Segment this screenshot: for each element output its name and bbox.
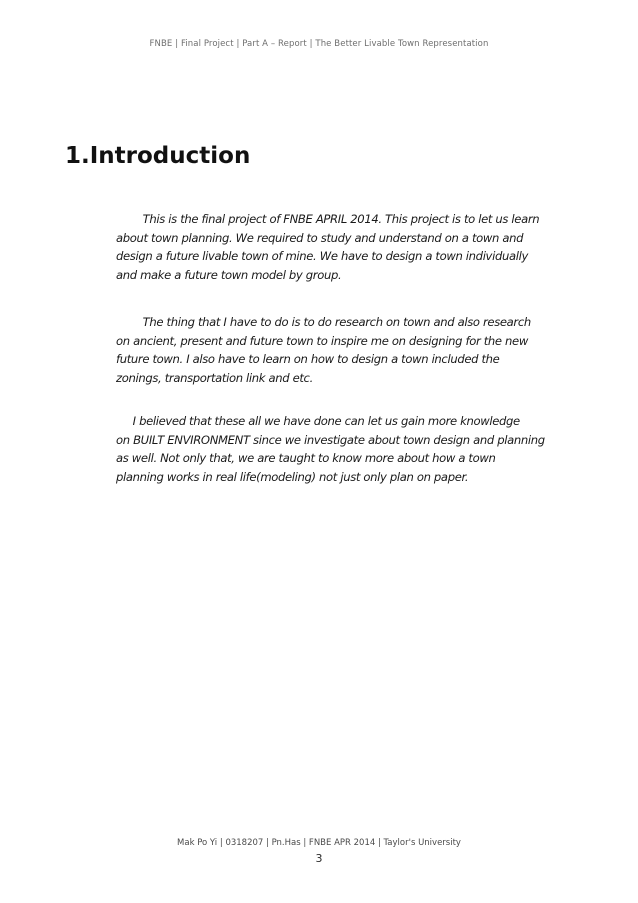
paragraph-line: planning works in real life(modeling) not just only plan on paper. [116, 469, 469, 484]
section-heading: 1.Introduction [65, 143, 251, 169]
paragraph-line: on BUILT ENVIRONMENT since we investigate about town design and planning [116, 432, 545, 447]
paragraph-line: zonings, transportation link and etc. [116, 370, 313, 385]
paragraph-line: and make a future town model by group. [116, 267, 342, 282]
paragraph-line: on ancient, present and future town to inspire me on designing for the new [116, 333, 528, 348]
paragraph-line: about town planning. We required to study and understand on a town and [116, 230, 524, 245]
paragraph-line: design a future livable town of mine. We have to design a town individually [116, 249, 528, 264]
running-footer: Mak Po Yi | 0318207 | Pn.Has | FNBE APR 2014 | Taylor's University [177, 838, 461, 848]
paragraph-line: This is the final project of FNBE APRIL 2014. This project is to let us learn [116, 212, 540, 226]
paragraph-project-purpose [116, 210, 566, 284]
running-header: FNBE | Final Project | Part A – Report | The Better Livable Town Representation [149, 39, 489, 49]
paragraph-line: The thing that I have to do is to do research on town and also research [116, 315, 531, 329]
paragraph-research-tasks [116, 313, 566, 387]
paragraph-line: as well. Not only that, we are taught to know more about how a town [116, 451, 496, 466]
page-number: 3 [315, 852, 323, 865]
paragraph-line: future town. I also have to learn on how to design a town included the [116, 352, 500, 367]
paragraph-knowledge-gained [116, 412, 566, 486]
paragraph-line: I believed that these all we have done can let us gain more knowledge [116, 414, 520, 428]
